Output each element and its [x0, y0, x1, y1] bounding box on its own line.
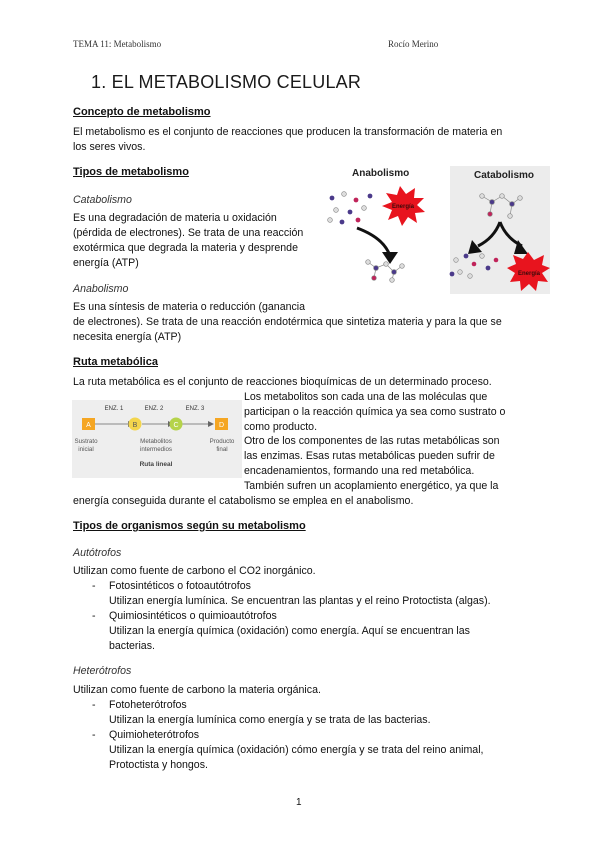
list-bullet: -: [92, 580, 96, 592]
ruta-heading: Ruta metabólica: [73, 356, 158, 368]
anabolismo-line: de electrones). Se trata de una reacción endotérmica que sintetiza materia y para la que se: [73, 316, 502, 328]
list-item-title: Quimiosintéticos o quimioautótrofos: [109, 610, 277, 622]
energia-label: Energía: [517, 271, 541, 277]
ruta-intro: La ruta metabólica es el conjunto de reacciones bioquímicas de un determinado proceso.: [73, 376, 492, 388]
list-item-title: Quimioheterótrofos: [109, 729, 200, 741]
tipos-heading: Tipos de metabolismo: [73, 166, 189, 178]
metabolitos-label: intermedios: [140, 446, 172, 453]
enz3-label: ENZ. 3: [185, 406, 205, 412]
sustrato-label: inicial: [78, 446, 94, 453]
producto-label: Producto: [209, 438, 235, 445]
anabolismo-line: necesita energía (ATP): [73, 331, 182, 343]
list-bullet: -: [92, 699, 96, 711]
list-item-desc: Protoctista y hongos.: [109, 759, 208, 771]
ruta-lineal-figure: [72, 400, 242, 478]
producto-label: final: [216, 446, 228, 453]
page-number: 1: [296, 797, 302, 808]
autotrofos-label: Autótrofos: [73, 547, 122, 559]
heterotrofos-label: Heterótrofos: [73, 665, 132, 677]
ruta-line: energía conseguida durante el catabolismo se emplea en el anabolismo.: [73, 495, 414, 507]
enz1-label: ENZ. 1: [104, 406, 124, 412]
catabolismo-line: exotérmica que degrada la materia y desprende: [73, 242, 298, 254]
list-item-desc: bacterias.: [109, 640, 155, 652]
catabolismo-title: Catabolismo: [474, 170, 535, 181]
ruta-line: participan o la reacción química ya sea como sustrato o: [244, 406, 506, 418]
reactant-molecules: [328, 192, 373, 225]
node-d-label: D: [218, 422, 225, 429]
list-item-desc: Utilizan energía lumínica. Se encuentran las plantas y el reino Protoctista (algas).: [109, 595, 491, 607]
list-item-desc: Utilizan la energía química (oxidación) como energía. Aquí se encuentran las: [109, 625, 470, 637]
list-item-title: Fotoheterótrofos: [109, 699, 187, 711]
ruta-line: Otro de los componentes de las rutas metabólicas son: [244, 435, 500, 447]
ruta-line: las enzimas. Esas rutas metabólicas pueden sufrir de: [244, 450, 495, 462]
catabolismo-label: Catabolismo: [73, 194, 132, 206]
concepto-line: los seres vivos.: [73, 141, 146, 153]
enz2-label: ENZ. 2: [144, 406, 164, 412]
organismos-heading: Tipos de organismos según su metabolismo: [73, 520, 306, 532]
catabolismo-line: energía (ATP): [73, 257, 139, 269]
ruta-lineal-caption: Ruta lineal: [139, 461, 173, 468]
energia-label: Energía: [391, 204, 415, 210]
anabolismo-arrow: [357, 228, 390, 256]
concepto-line: El metabolismo es el conjunto de reacciones que producen la transformación de materia en: [73, 126, 503, 138]
header-right: Rocío Merino: [388, 39, 439, 49]
catabolismo-line: (pérdida de electrones). Se trata de una reacción: [73, 227, 304, 239]
list-item-desc: Utilizan la energía química (oxidación) cómo energía y se trata del reino animal,: [109, 744, 484, 756]
anabolismo-line: Es una síntesis de materia o reducción (ganancia: [73, 301, 306, 313]
page-title: 1. EL METABOLISMO CELULAR: [91, 72, 362, 92]
list-bullet: -: [92, 610, 96, 622]
list-bullet: -: [92, 729, 96, 741]
ruta-line: como producto.: [244, 421, 318, 433]
metabolitos-label: Metabolitos: [140, 438, 172, 445]
list-item-title: Fotosintéticos o fotoautótrofos: [109, 580, 251, 592]
sustrato-label: Sustrato: [74, 438, 98, 445]
node-c-label: C: [173, 422, 179, 429]
node-a-label: A: [86, 422, 91, 429]
heterotrofos-intro: Utilizan como fuente de carbono la materia orgánica.: [73, 684, 321, 696]
ruta-line: Los metabolitos son cada una de las moléculas que: [244, 391, 488, 403]
product-molecule: [366, 260, 405, 283]
anabolismo-label: Anabolismo: [73, 283, 129, 295]
list-item-desc: Utilizan la energía lumínica como energía y se trata de las bacterias.: [109, 714, 431, 726]
header-left: TEMA 11: Metabolismo: [73, 39, 162, 49]
node-b-label: B: [132, 422, 138, 429]
ruta-line: encadenamientos, formando una red metabólica.: [244, 465, 475, 477]
ruta-line: También sufren un acoplamiento energético, ya que la: [244, 480, 499, 492]
metabolism-figure: [322, 160, 550, 295]
catabolismo-line: Es una degradación de materia u oxidación: [73, 212, 277, 224]
autotrofos-intro: Utilizan como fuente de carbono el CO2 inorgánico.: [73, 565, 316, 577]
concepto-heading: Concepto de metabolismo: [73, 106, 211, 118]
anabolismo-title: Anabolismo: [352, 168, 410, 179]
